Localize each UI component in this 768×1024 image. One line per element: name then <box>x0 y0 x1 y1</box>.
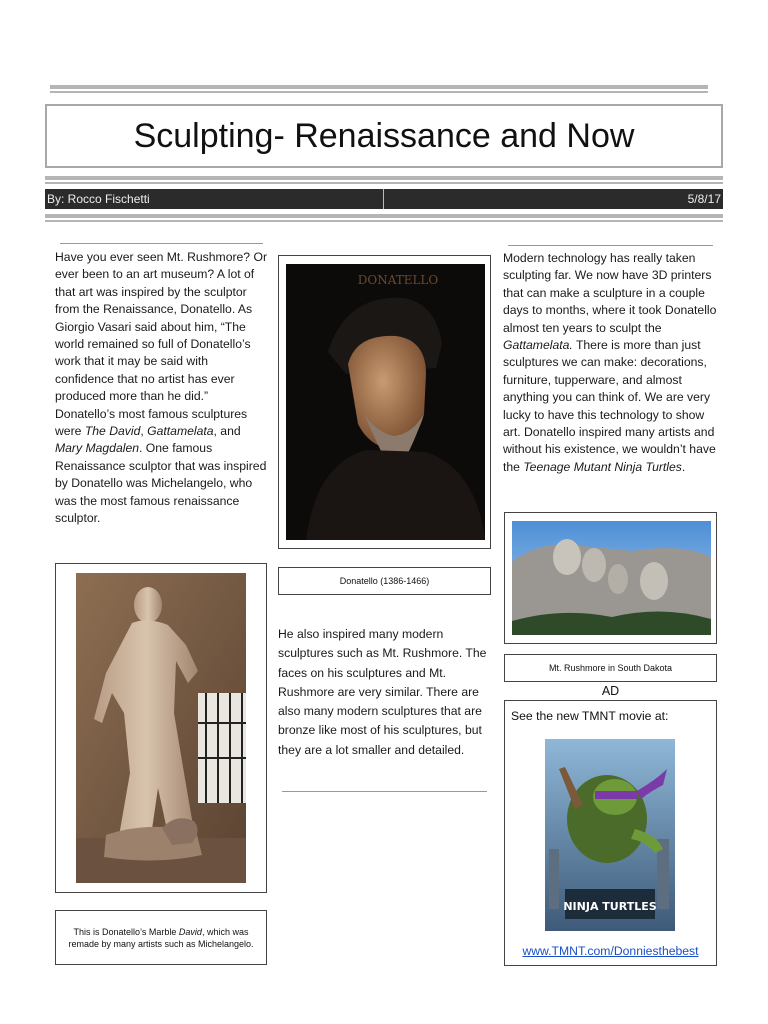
ad-label: AD <box>601 684 620 698</box>
col3-article-text: Modern technology has really taken sculpting far. We now have 3D printers that can make a sculpture in a couple days to months, where it took Donatello almost ten years to sculpt the Gattamelata. There is more than just sculptures we can make: decorations, furniture, tupperware, and almost anything you can think of. We are very lucky to have this technology to show art. Donatello inspired many artists and without his existence, we wouldn’t have the Teenage Mutant Ninja Turtles. <box>503 251 717 474</box>
donatello-portrait-image <box>286 264 485 540</box>
work-title: Gattamelata. <box>503 338 573 353</box>
david-statue-image <box>76 573 246 883</box>
top-rule-2 <box>50 91 708 93</box>
work-title: Mary Magdalen <box>55 441 139 456</box>
ad-text: See the new TMNT movie at: <box>511 709 669 723</box>
work-title: Gattamelata <box>147 424 214 439</box>
byline-divider <box>383 189 384 209</box>
col2-article-text: He also inspired many modern sculptures such as Mt. Rushmore. The faces on his sculptures and Mt. Rushmore are very similar. There are also many modern sculptures that are bronze like most of his sculptures, but they are a lot smaller and detailed. <box>278 627 487 757</box>
portrait-label: DONATELLO <box>357 273 439 287</box>
tmnt-ad-link[interactable]: www.TMNT.com/Donniesthebest <box>522 944 699 958</box>
ad-box <box>504 700 717 966</box>
bottom-rule-1 <box>45 214 723 218</box>
donatello-caption: Donatello (1386-1466) <box>278 567 491 595</box>
david-photo-frame <box>55 563 267 893</box>
byline-author: By: Rocco Fischetti <box>47 192 150 206</box>
mid-rule-1 <box>45 176 723 180</box>
page-title: Sculpting- Renaissance and Now <box>133 116 635 155</box>
col1-article-text: Have you ever seen Mt. Rushmore? Or ever been to an art museum? A lot of that art was inspired by the sculptor from the Renaissance, Donatello. As Giorgio Vasari said about him, “The world remained so full of Donatello’s work that it may be said with confidence that no artist has ever produced more than he did.” Donatello’s most famous sculptures were The David, Gattamelata, and Mary Magdalen. One famous Renaissance sculptor that was inspired by Donatello was Michelangelo, who was the most famous renaissance sculptor. <box>55 250 268 526</box>
top-rule-1 <box>50 85 708 89</box>
rushmore-photo-frame <box>504 512 717 644</box>
work-title: The David <box>84 424 141 439</box>
col1-top-divider <box>60 243 263 244</box>
work-title: Teenage Mutant Ninja Turtles <box>523 459 682 474</box>
poster-title: NINJA TURTLES <box>563 900 657 913</box>
donatello-portrait-frame <box>278 255 491 549</box>
david-caption: This is Donatello’s Marble David, which was remade by many artists such as Michelangelo. <box>55 910 267 965</box>
rushmore-caption: Mt. Rushmore in South Dakota <box>504 654 717 682</box>
byline-date: 5/8/17 <box>687 192 721 206</box>
col2-bottom-divider <box>282 791 487 792</box>
title-box <box>45 104 723 168</box>
col3-top-divider <box>508 245 713 246</box>
bottom-rule-2 <box>45 220 723 222</box>
mid-rule-2 <box>45 182 723 184</box>
rushmore-image <box>512 521 711 635</box>
byline-bar <box>45 189 723 209</box>
tmnt-poster-image[interactable] <box>545 739 675 931</box>
